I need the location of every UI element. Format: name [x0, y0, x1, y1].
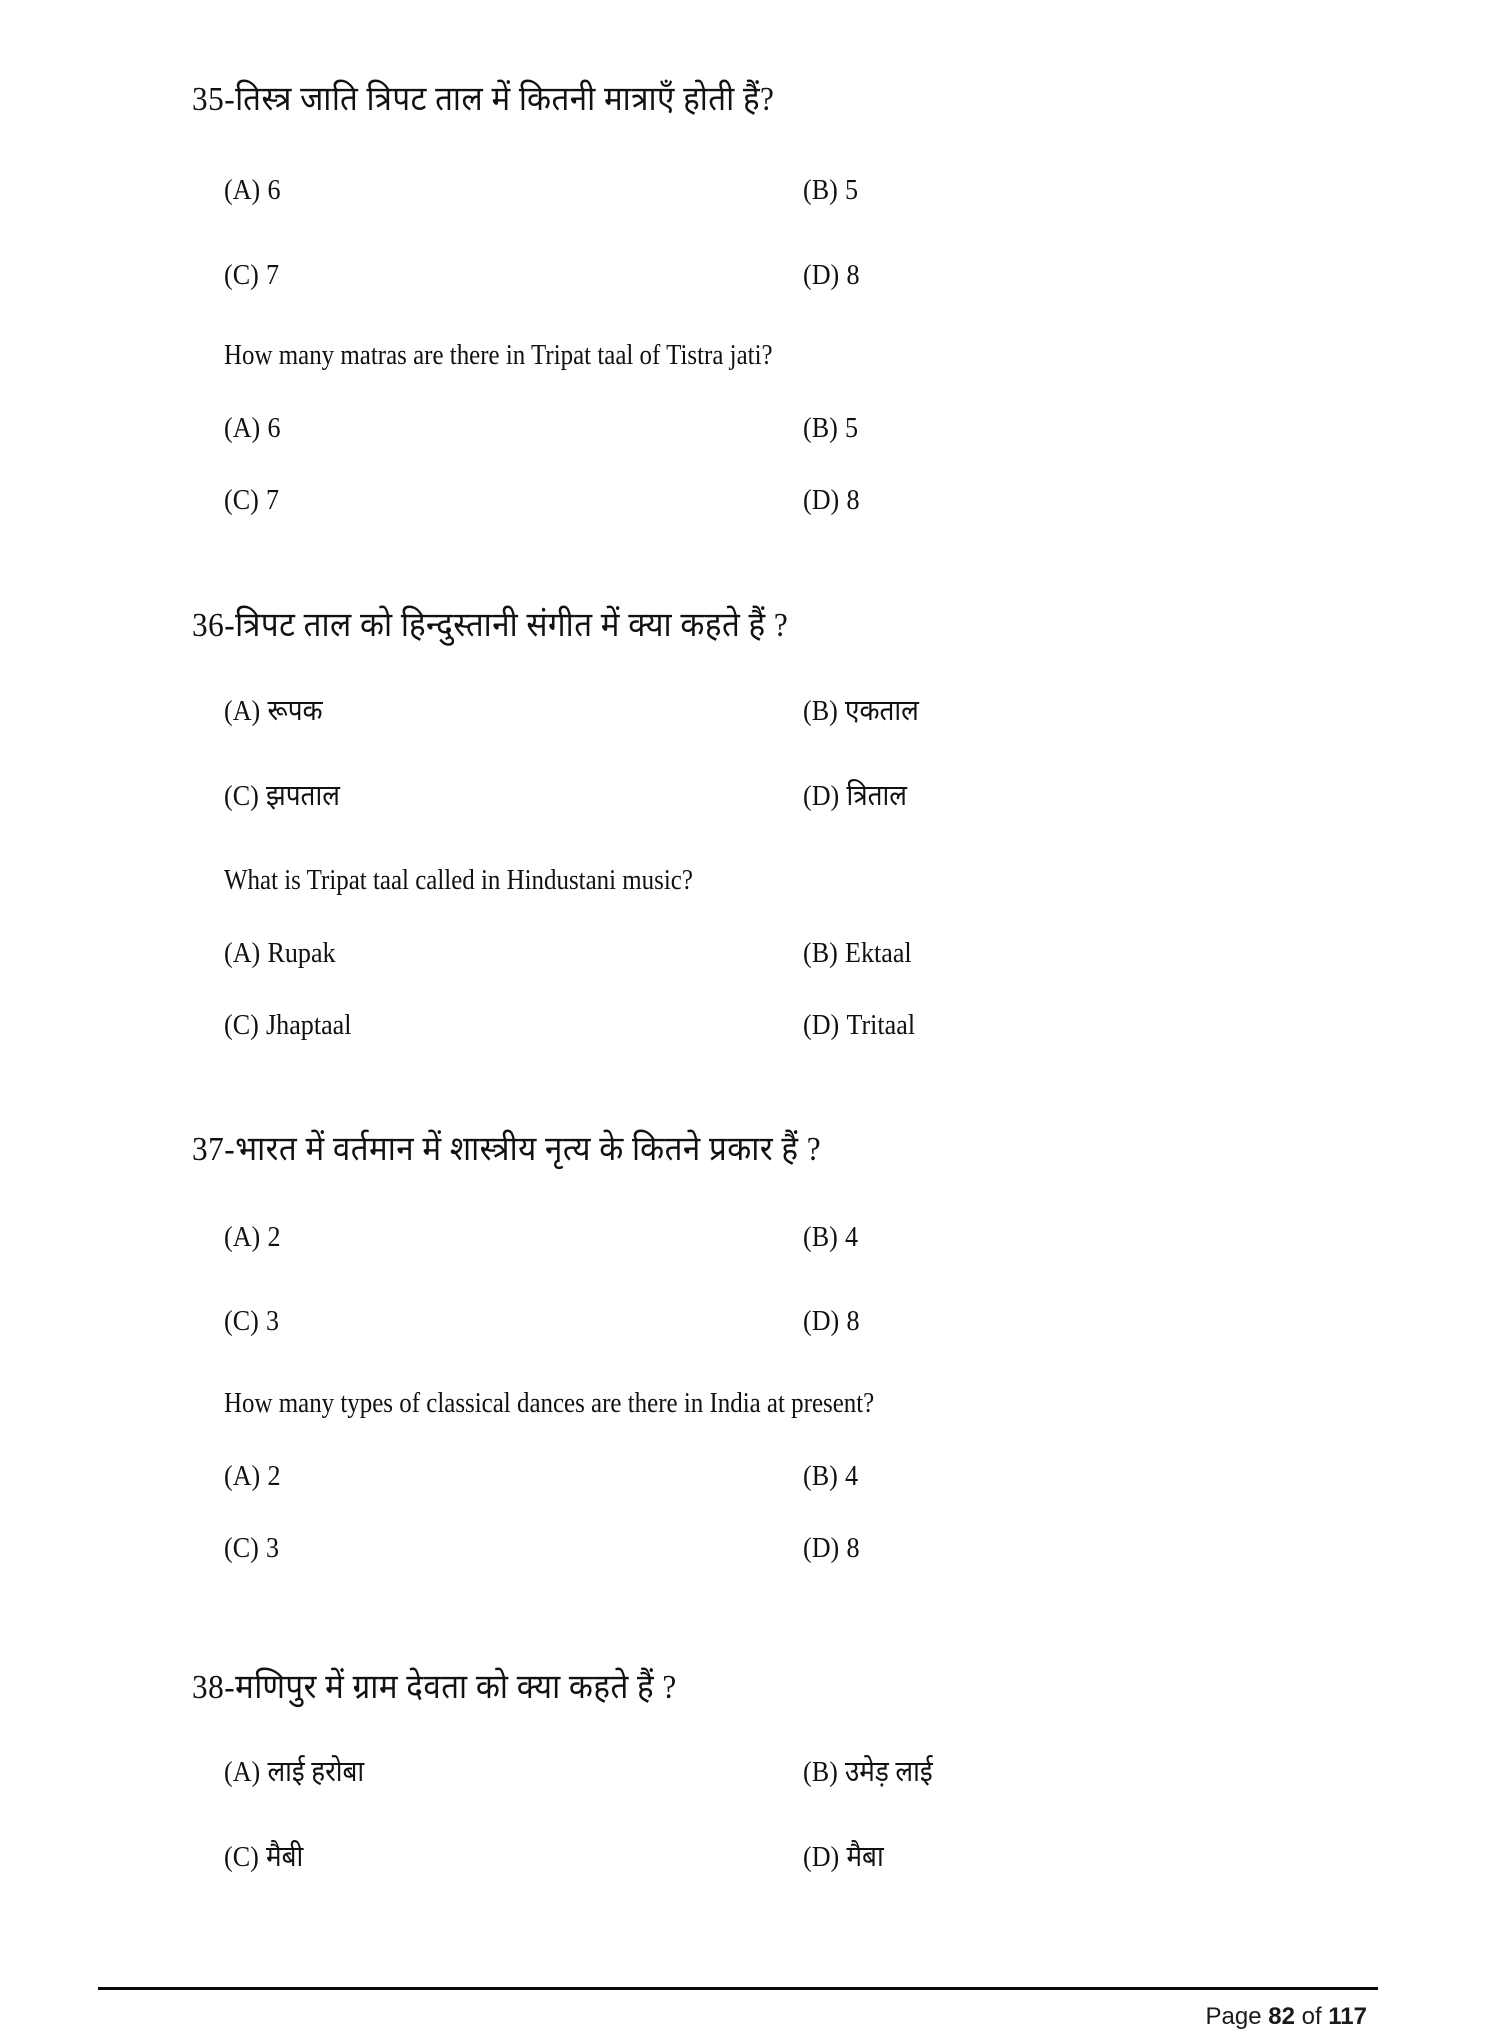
option-label: (C): [224, 1532, 259, 1564]
q38-hindi-option-a: [224, 1758, 364, 1787]
option-label: (D): [803, 1532, 840, 1564]
question-36-english: What is Tripat taal called in Hindustani music?: [224, 864, 693, 896]
q37-english-option-a: [224, 1462, 280, 1491]
question-36-hindi: 36-त्रिपट ताल को हिन्दुस्तानी संगीत में क्या कहते हैं ?: [192, 607, 789, 644]
option-label: (B): [803, 174, 838, 206]
q36-english-option-b: [803, 939, 912, 968]
option-label: (B): [803, 412, 838, 444]
option-label: (B): [803, 695, 838, 727]
option-label: (B): [803, 1221, 838, 1253]
option-label: (D): [803, 259, 840, 291]
q37-hindi-option-c: [224, 1307, 279, 1336]
option-text: 8: [846, 1305, 860, 1337]
page-label-mid: of: [1301, 2003, 1322, 2030]
q37-hindi-option-a: [224, 1223, 280, 1252]
page-label-prefix: Page: [1205, 2003, 1262, 2030]
option-text: 3: [266, 1305, 280, 1337]
footer-divider: [98, 1987, 1378, 1990]
option-text: 8: [846, 259, 860, 291]
option-text: 7: [266, 259, 280, 291]
option-text: 5: [845, 412, 859, 444]
q38-hindi-option-d: [803, 1843, 884, 1872]
option-label: (C): [224, 1305, 259, 1337]
page-current: 82: [1268, 2003, 1295, 2030]
q37-hindi-option-b: [803, 1223, 858, 1252]
option-label: (A): [224, 937, 261, 969]
option-text: 8: [846, 484, 860, 516]
question-38-hindi: 38-मणिपुर में ग्राम देवता को क्या कहते हैं ?: [192, 1669, 677, 1706]
q36-hindi-option-a: [224, 697, 323, 726]
option-label: (C): [224, 1009, 259, 1041]
q35-english-option-c: [224, 486, 279, 515]
q37-english-option-c: [224, 1534, 279, 1563]
option-text: Rupak: [267, 937, 336, 969]
q37-hindi-option-d: [803, 1307, 859, 1336]
q36-english-option-c: [224, 1011, 352, 1040]
option-label: (B): [803, 1460, 838, 1492]
q36-english-option-d: [803, 1011, 915, 1040]
q35-english-option-d: [803, 486, 859, 515]
option-text: Jhaptaal: [266, 1009, 352, 1041]
option-text: 3: [266, 1532, 280, 1564]
q38-hindi-option-b: [803, 1758, 933, 1787]
option-text: उमेड़ लाई: [845, 1756, 933, 1788]
option-label: (A): [224, 1221, 261, 1253]
question-35-english: How many matras are there in Tripat taal of Tistra jati?: [224, 339, 773, 371]
option-label: (B): [803, 1756, 838, 1788]
option-text: 6: [267, 174, 281, 206]
question-37-hindi: 37-भारत में वर्तमान में शास्त्रीय नृत्य के कितने प्रकार हैं ?: [192, 1131, 822, 1168]
option-text: 4: [845, 1221, 859, 1253]
option-text: 5: [845, 174, 859, 206]
option-label: (D): [803, 1841, 840, 1873]
option-text: 4: [845, 1460, 859, 1492]
page-number: [1205, 2003, 1367, 2031]
q35-english-option-a: [224, 414, 280, 443]
option-text: त्रिताल: [846, 780, 907, 812]
option-label: (C): [224, 780, 259, 812]
option-text: 6: [267, 412, 281, 444]
option-label: (D): [803, 1305, 840, 1337]
option-label: (C): [224, 484, 259, 516]
option-label: (A): [224, 1460, 261, 1492]
q37-english-option-d: [803, 1534, 859, 1563]
option-label: (A): [224, 695, 261, 727]
q35-hindi-option-b: [803, 176, 858, 205]
page-total: 117: [1328, 2003, 1367, 2030]
option-label: (D): [803, 1009, 840, 1041]
q38-hindi-option-c: [224, 1843, 303, 1872]
option-text: 8: [846, 1532, 860, 1564]
option-text: 7: [266, 484, 280, 516]
option-text: Ektaal: [845, 937, 912, 969]
option-label: (A): [224, 412, 261, 444]
option-text: मैबा: [846, 1841, 884, 1873]
question-37-english: How many types of classical dances are there in India at present?: [224, 1387, 875, 1419]
q35-english-option-b: [803, 414, 858, 443]
option-label: (D): [803, 484, 840, 516]
option-text: 2: [267, 1460, 281, 1492]
q35-hindi-option-c: [224, 261, 279, 290]
option-text: रूपक: [267, 695, 323, 727]
option-label: (C): [224, 1841, 259, 1873]
q37-english-option-b: [803, 1462, 858, 1491]
option-text: लाई हरोबा: [267, 1756, 365, 1788]
option-text: झपताल: [266, 780, 340, 812]
q36-hindi-option-b: [803, 697, 919, 726]
option-label: (D): [803, 780, 840, 812]
q35-hindi-option-d: [803, 261, 859, 290]
q35-hindi-option-a: [224, 176, 280, 205]
option-text: Tritaal: [846, 1009, 916, 1041]
option-text: एकताल: [845, 695, 919, 727]
q36-hindi-option-c: [224, 782, 340, 811]
q36-hindi-option-d: [803, 782, 907, 811]
question-35-hindi: 35-तिस्त्र जाति त्रिपट ताल में कितनी मात्राएँ होती हैं?: [192, 81, 775, 118]
option-label: (A): [224, 174, 261, 206]
q36-english-option-a: [224, 939, 336, 968]
option-label: (C): [224, 259, 259, 291]
option-text: 2: [267, 1221, 281, 1253]
option-label: (B): [803, 937, 838, 969]
option-label: (A): [224, 1756, 261, 1788]
option-text: मैबी: [266, 1841, 304, 1873]
